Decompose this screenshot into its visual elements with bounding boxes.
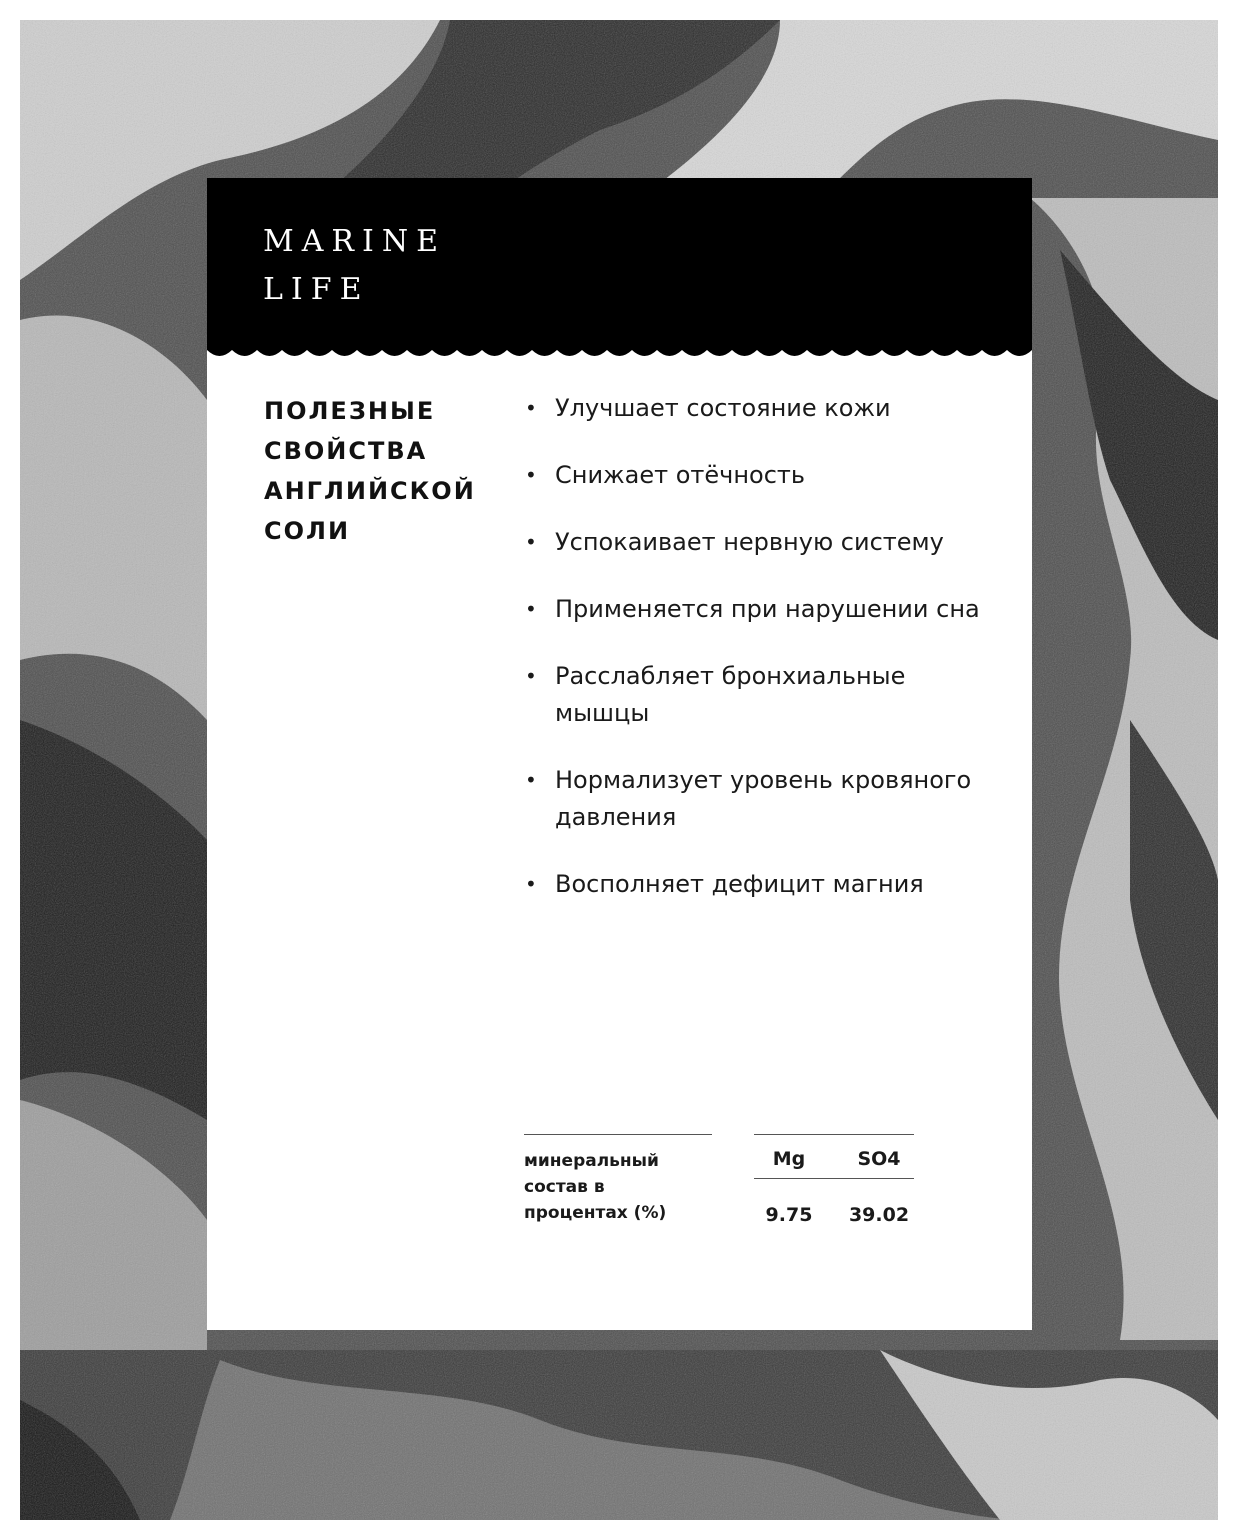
heading-line: СОЛИ	[264, 517, 351, 545]
benefit-item	[523, 390, 993, 427]
benefit-text: Расслабляет бронхиальные мышцы	[555, 662, 906, 727]
benefit-text: Улучшает состояние кожи	[555, 394, 891, 422]
bullet-icon: •	[525, 664, 537, 688]
brand-line-2: LIFE	[263, 272, 370, 307]
benefit-text: Нормализует уровень кровяного давления	[555, 766, 972, 831]
benefit-text: Снижает отёчность	[555, 461, 806, 489]
section-heading	[264, 391, 514, 551]
column-header-so4: SO4	[857, 1148, 901, 1170]
benefit-text: Восполняет дефицит магния	[555, 870, 924, 898]
benefit-item	[523, 762, 993, 836]
heading-line: СВОЙСТВА	[264, 437, 428, 465]
card-header	[207, 178, 1032, 350]
bullet-icon: •	[525, 597, 537, 621]
bullet-icon: •	[525, 396, 537, 420]
bullet-icon: •	[525, 768, 537, 792]
mineral-composition-table	[524, 1134, 924, 1254]
benefit-item	[523, 524, 993, 561]
benefit-item	[523, 658, 993, 732]
bullet-icon: •	[525, 530, 537, 554]
divider	[754, 1134, 914, 1135]
column-header-mg: Mg	[772, 1148, 806, 1170]
benefit-text: Успокаивает нервную систему	[555, 528, 944, 556]
value-so4: 39.02	[848, 1204, 910, 1226]
benefit-item	[523, 591, 993, 628]
brand-logo	[263, 218, 446, 314]
divider	[524, 1134, 712, 1135]
mineral-label: минеральный состав в процентах (%)	[524, 1151, 667, 1223]
benefit-text: Применяется при нарушении сна	[555, 595, 980, 623]
bullet-icon: •	[525, 463, 537, 487]
benefit-item	[523, 866, 993, 903]
wave-divider	[207, 342, 1032, 368]
value-mg: 9.75	[765, 1204, 813, 1226]
heading-line: ПОЛЕЗНЫЕ	[264, 397, 436, 425]
bullet-icon: •	[525, 872, 537, 896]
brand-line-1: MARINE	[263, 224, 446, 259]
divider	[754, 1178, 914, 1179]
heading-line: АНГЛИЙСКОЙ	[264, 477, 476, 505]
benefit-item	[523, 457, 993, 494]
benefits-list	[523, 390, 993, 933]
info-card	[207, 178, 1032, 1330]
